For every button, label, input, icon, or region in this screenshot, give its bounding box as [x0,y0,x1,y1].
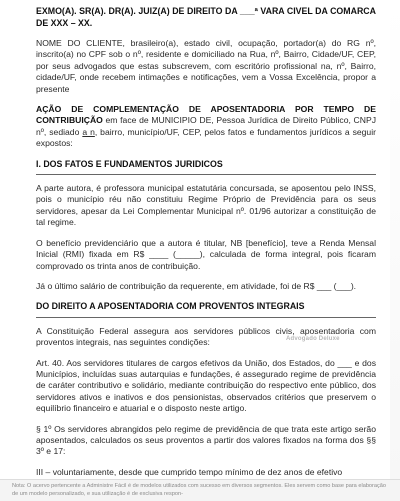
right-paragraph-1: A Constituição Federal assegura aos servidores públicos civis, aposentadoria com proventos integrais, nas seguintes condições: [36,325,376,348]
section-title-facts: I. DOS FATOS E FUNDAMENTOS JURIDICOS [36,158,223,169]
facts-paragraph-1: A parte autora, é professora municipal estatutária concursada, se aposentou pelo INSS, pois o município réu não constituiu Regime Próprio de Previdência para os seus servidores, apesar da Lei Complementar Municipal nº. 01/96 autorizar a constituição de tal regime. [36,183,376,228]
action-text-end: , bairro, município/UF, CEP, pelos fatos e fundamentos jurídicos a seguir expostos: [36,126,376,149]
item-iii-clause: III – voluntariamente, desde que cumprido tempo mínimo de dez anos de efetivo [36,466,343,477]
action-text: em face de MUNICIPIO DE, Pessoa Jurídica de Direito Público, CNPJ nº, sediado [36,115,376,137]
court-heading: EXMO(A). SR(A). DR(A). JUIZ(A) DE DIREITO DA ___ª VARA CIVEL DA COMARCA DE XXX – XX. [36,6,376,28]
facts-paragraph-2: O benefício previdenciário que a autora é titular, NB [benefício], teve a Renda Mensal Inicial (RMI) fixada em R$ ____ (_____), calculada de forma integral, pois ficaram comprovado os trinta anos de contribuição. [36,237,376,271]
watermark-text: Advogado Deluxe [286,336,340,342]
action-title: AÇÃO DE COMPLEMENTAÇÃO DE APOSENTADORIA POR TEMPO DE CONTRIBUIÇÃO [36,104,376,126]
footer-bar [0,479,400,501]
page-edge-shade [390,0,400,479]
section-divider [36,317,376,318]
footer-note: Nota: O acervo pertencente a Administre Fácil é de modelos utilizados com sucesso em diversos segmentos. Eles servem como base para elaboração de um modelo personalizado, e sua utilização é de exclusiva respon- [12,483,387,497]
facts-paragraph-3: Já o último salário de contribuição da requerente, em atividade, foi de R$ ___ (___). [36,280,357,291]
paragraph-1-clause: § 1º Os servidores abrangidos pelo regime de previdência de que trata este artigo serão aposentados, calculados os seus proventos a partir dos valores fixados na forma dos §§ 3º e 17: [36,423,376,457]
action-underlined-text: a n [82,126,95,137]
document-page [36,6,376,487]
intro-paragraph: NOME DO CLIENTE, brasileiro(a), estado civil, ocupação, portador(a) do RG nº, inscrito(a) no CPF sob o nº, residente e domiciliado na Rua, nº, Bairro, Cidade/UF, CEP, por seus advogados que estas subscrevem, com escritório profissional na, nº, Bairro, cidade/UF, onde recebem intimações e notificações, vem a Vossa Excelência, propor a presente [36,38,376,94]
action-paragraph [36,104,376,150]
section-divider [36,174,376,175]
section-title-right: DO DIREITO A APOSENTADORIA COM PROVENTOS INTEGRAIS [36,301,305,312]
article-40-paragraph: Art. 40. Aos servidores titulares de cargos efetivos da União, dos Estados, do ___ e dos Municípios, incluídas suas autarquias e fundações, é assegurado regime de previdência de caráter contributivo e solidário, mediante contribuição do respectivo ente público, dos servidores ativos e inativos e dos pensionistas, observados critérios que preservem o equilíbrio financeiro e atuarial e o disposto neste artigo. [36,357,376,414]
